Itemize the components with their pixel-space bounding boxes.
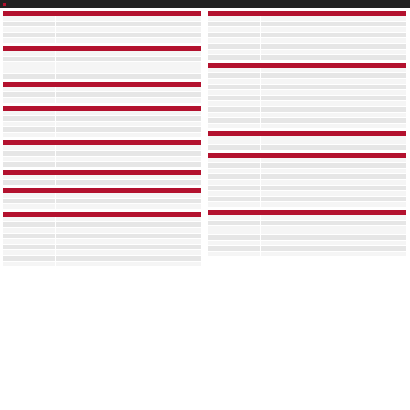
spec-label (3, 38, 55, 43)
spec-label (208, 235, 260, 240)
spec-label (208, 113, 260, 118)
spec-label (3, 239, 55, 244)
spec-label (208, 246, 260, 251)
spec-row (3, 74, 201, 80)
spec-label (3, 16, 55, 21)
spec-value (261, 158, 407, 163)
spec-row (3, 180, 201, 186)
spec-value (261, 22, 407, 27)
spec-value (56, 122, 202, 127)
spec-row (208, 202, 406, 208)
spec-row (3, 133, 201, 139)
spec-value (261, 202, 407, 207)
spec-value (56, 92, 202, 97)
spec-section (3, 106, 201, 139)
document-title (3, 2, 8, 6)
spec-label (3, 27, 55, 32)
spec-label (208, 33, 260, 38)
spec-row (208, 145, 406, 151)
spec-section (3, 188, 201, 210)
spec-row (3, 204, 201, 210)
spec-row (208, 136, 406, 145)
spec-value (261, 90, 407, 95)
spec-label (208, 118, 260, 123)
spec-label (3, 262, 55, 267)
spec-label (3, 57, 55, 62)
spec-label (3, 157, 55, 162)
spec-label (3, 222, 55, 227)
spec-value (261, 246, 407, 251)
spec-label (208, 55, 260, 60)
spec-value (56, 245, 202, 250)
spec-value (56, 193, 202, 198)
spec-label (208, 90, 260, 95)
spec-value (56, 33, 202, 38)
spec-label (3, 87, 55, 92)
spec-label (208, 169, 260, 174)
spec-value (56, 175, 202, 180)
spec-label (3, 162, 55, 167)
spec-value (261, 27, 407, 32)
spec-label (208, 73, 260, 78)
spec-row (3, 98, 201, 104)
spec-value (261, 85, 407, 90)
spec-label (208, 215, 260, 220)
spec-value (56, 157, 202, 162)
spec-value (261, 169, 407, 174)
spec-label (3, 116, 55, 121)
spec-value (261, 55, 407, 60)
spec-value (261, 215, 407, 220)
spec-value (56, 204, 202, 209)
spec-label (208, 107, 260, 112)
spec-value (56, 222, 202, 227)
spec-section (3, 212, 201, 267)
spec-value (56, 51, 202, 56)
spec-label (3, 193, 55, 198)
spec-row (208, 226, 406, 235)
spec-label (208, 191, 260, 196)
spec-label (3, 127, 55, 132)
spec-value (261, 107, 407, 112)
spec-value (56, 87, 202, 92)
spec-row (208, 124, 406, 130)
spec-label (208, 101, 260, 106)
spec-value (261, 79, 407, 84)
spec-value (261, 241, 407, 246)
spec-label (3, 98, 55, 103)
spec-value (261, 180, 407, 185)
spec-label (3, 51, 55, 56)
spec-value (56, 217, 202, 222)
spec-label (208, 226, 260, 234)
spec-label (3, 217, 55, 222)
spec-value (261, 96, 407, 101)
spec-label (3, 180, 55, 185)
spec-label (208, 186, 260, 191)
spec-label (3, 74, 55, 79)
spec-value (261, 38, 407, 43)
spec-value (56, 151, 202, 156)
spec-label (208, 85, 260, 90)
spec-value (261, 68, 407, 73)
spec-label (3, 133, 55, 138)
spec-label (208, 124, 260, 129)
spec-section (208, 210, 406, 257)
spec-value (56, 162, 202, 167)
spec-value (56, 38, 202, 43)
spec-value (56, 199, 202, 204)
spec-value (56, 262, 202, 267)
spec-label (3, 22, 55, 27)
right-spec-column (208, 11, 406, 259)
spec-label (208, 79, 260, 84)
spec-label (3, 62, 55, 73)
spec-value (261, 191, 407, 196)
spec-value (261, 197, 407, 202)
spec-value (56, 57, 202, 62)
spec-value (261, 136, 407, 144)
spec-value (56, 16, 202, 21)
spec-label (208, 252, 260, 257)
spec-label (208, 197, 260, 202)
spec-value (261, 50, 407, 55)
spec-label (208, 221, 260, 226)
spec-value (261, 101, 407, 106)
spec-value (56, 22, 202, 27)
spec-label (3, 199, 55, 204)
spec-value (261, 145, 407, 150)
spec-row (3, 38, 201, 44)
spec-label (208, 27, 260, 32)
spec-value (56, 239, 202, 244)
spec-value (56, 116, 202, 121)
spec-label (3, 234, 55, 239)
spec-label (3, 145, 55, 150)
spec-label (208, 202, 260, 207)
spec-label (208, 38, 260, 43)
spec-label (3, 111, 55, 116)
spec-label (3, 204, 55, 209)
spec-label (208, 158, 260, 163)
spec-label (208, 22, 260, 27)
spec-value (56, 111, 202, 116)
spec-row (208, 55, 406, 61)
spec-label (3, 256, 55, 261)
spec-label (208, 180, 260, 185)
spec-label (208, 163, 260, 168)
spec-label (208, 44, 260, 49)
spec-label (3, 92, 55, 97)
spec-section (3, 82, 201, 104)
spec-label (208, 145, 260, 150)
spec-value (261, 174, 407, 179)
spec-label (3, 151, 55, 156)
spec-value (261, 33, 407, 38)
spec-row (208, 252, 406, 258)
spec-value (56, 62, 202, 73)
spec-label (3, 175, 55, 180)
spec-value (56, 133, 202, 138)
spec-label (3, 245, 55, 250)
spec-label (3, 250, 55, 255)
spec-value (261, 226, 407, 234)
spec-label (208, 136, 260, 144)
spec-label (3, 228, 55, 233)
spec-label (208, 96, 260, 101)
spec-value (56, 180, 202, 185)
spec-label (3, 122, 55, 127)
spec-label (208, 241, 260, 246)
spec-section (208, 153, 406, 208)
spec-value (261, 16, 407, 21)
spec-section (208, 11, 406, 61)
header-bar (0, 0, 410, 8)
spec-value (261, 118, 407, 123)
spec-value (56, 74, 202, 79)
spec-section (3, 170, 201, 186)
spec-value (56, 27, 202, 32)
spec-label (208, 16, 260, 21)
spec-value (261, 44, 407, 49)
spec-row (3, 162, 201, 168)
spec-value (261, 221, 407, 226)
spec-section (3, 140, 201, 167)
spec-label (208, 50, 260, 55)
spec-value (56, 145, 202, 150)
spec-value (261, 163, 407, 168)
spec-value (261, 186, 407, 191)
left-spec-column (3, 11, 201, 269)
spec-row (3, 262, 201, 268)
spec-label (208, 68, 260, 73)
spec-value (261, 235, 407, 240)
spec-value (261, 252, 407, 257)
spec-value (56, 256, 202, 261)
spec-value (56, 250, 202, 255)
spec-section (208, 131, 406, 150)
spec-value (261, 124, 407, 129)
spec-value (56, 127, 202, 132)
spec-value (56, 234, 202, 239)
spec-row (3, 62, 201, 74)
spec-section (3, 11, 201, 44)
spec-label (3, 33, 55, 38)
spec-value (261, 73, 407, 78)
spec-value (261, 113, 407, 118)
spec-value (56, 228, 202, 233)
spec-value (56, 98, 202, 103)
spec-section (3, 46, 201, 80)
spec-section (208, 63, 406, 130)
spec-label (208, 174, 260, 179)
